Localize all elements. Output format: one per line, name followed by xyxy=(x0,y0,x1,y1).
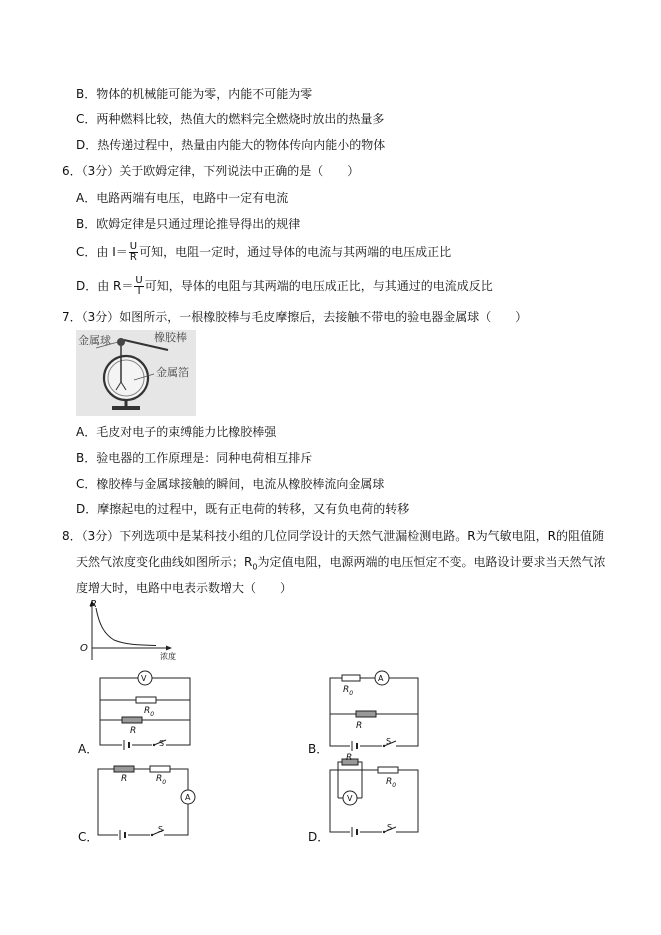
circuit-d-diagram xyxy=(330,760,420,836)
q7-option-c: C．橡胶棒与金属球接触的瞬间，电流从橡胶棒流向金属球 xyxy=(76,477,385,491)
circuit-b-ammeter-symbol: A xyxy=(378,674,384,683)
q7-stem: 7．（3分）如图所示，一根橡胶棒与毛皮摩擦后，去接触不带电的验电器金属球（ ） xyxy=(62,310,528,324)
circuit-c-diagram xyxy=(98,765,190,837)
circuit-c-switch-label: S xyxy=(158,825,164,834)
circuit-c-ammeter-symbol: A xyxy=(185,793,191,802)
q5-option-c: C．两种燃料比较，热值大的燃料完全燃烧时放出的热量多 xyxy=(76,112,385,126)
q6-option-d xyxy=(76,276,493,297)
q6-option-c xyxy=(76,242,451,263)
q7-option-a: A．毛皮对电子的束缚能力比橡胶棒强 xyxy=(76,425,277,439)
circuit-d-r-label: R xyxy=(346,753,353,763)
q6-option-d-text: 可知，导体的电阻与其两端的电压成正比，与其通过的电流成反比 xyxy=(144,279,493,293)
option-c-label: C． xyxy=(78,830,99,844)
option-d-label: D． xyxy=(308,830,330,844)
q7-option-b: B．验电器的工作原理是：同种电荷相互排斥 xyxy=(76,451,313,465)
figure-label-rubber-rod: 橡胶棒 xyxy=(154,331,187,344)
q6-option-b: B．欧姆定律是只通过理论推导得出的规律 xyxy=(76,217,301,231)
figure-label-metal-foil: 金属箔 xyxy=(156,366,189,379)
circuit-c-r0-label: $R_0$ xyxy=(156,774,167,786)
option-a-label: A． xyxy=(78,742,99,756)
circuit-d-voltmeter-symbol: V xyxy=(347,794,353,803)
graph-origin-label: O xyxy=(80,643,88,654)
circuit-a-r0-label: $R_0$ xyxy=(144,706,155,718)
q8-stem-line2-a: 天然气浓度变化曲线如图所示；R xyxy=(76,555,253,569)
circuit-a-voltmeter-symbol: V xyxy=(141,674,147,683)
q6-option-c-prefix: C．由 I＝ xyxy=(76,245,128,259)
q5-option-d: D．热传递过程中，热量由内能大的物体传向内能小的物体 xyxy=(76,138,386,152)
q6-stem: 6．（3分）关于欧姆定律，下列说法中正确的是（ ） xyxy=(62,164,360,178)
q5-option-b: B．物体的机械能可能为零，内能不可能为零 xyxy=(76,87,313,101)
option-b-label: B． xyxy=(308,742,329,756)
figure-label-metal-ball: 金属球 xyxy=(78,334,111,347)
q6-option-d-prefix: D．由 R＝ xyxy=(76,279,134,293)
graph-x-label: 浓度 xyxy=(160,652,176,661)
q6-option-d-fraction: $\frac{U}{I}$ xyxy=(135,275,143,297)
q6-option-c-fraction: $\frac{U}{R}$ xyxy=(129,241,138,263)
q6-option-c-text: 可知，电阻一定时，通过导体的电流与其两端的电压成正比 xyxy=(139,245,452,259)
graph-y-label: R xyxy=(90,599,97,610)
circuit-b-r-label: R xyxy=(356,721,363,731)
circuit-c-r-label: R xyxy=(121,774,128,784)
circuit-b-switch-label: S xyxy=(386,737,392,746)
circuit-a-r-label: R xyxy=(130,726,137,736)
q7-option-d: D．摩擦起电的过程中，既有正电荷的转移，又有负电荷的转移 xyxy=(76,502,410,516)
circuit-b-r0-label: $R_0$ xyxy=(343,685,354,697)
circuit-d-r0-label: $R_0$ xyxy=(386,777,397,789)
q6-option-a: A．电路两端有电压，电路中一定有电流 xyxy=(76,191,289,205)
q8-stem-line3: 度增大时，电路中电表示数增大（ ） xyxy=(76,581,293,595)
q8-stem-line2-b: 为定值电阻，电源两端的电压恒定不变。电路设计要求当天然气浓 xyxy=(257,555,606,569)
q8-stem-line2 xyxy=(76,554,605,575)
q8-stem-line1: 8．（3分）下列选项中是某科技小组的几位同学设计的天然气泄漏检测电路。R为气敏电阻，R的阻值随 xyxy=(62,529,604,543)
q8-stem-line2-sub: 0 xyxy=(252,562,258,572)
circuit-a-switch-label: S xyxy=(159,739,165,748)
circuit-d-switch-label: S xyxy=(387,823,393,832)
